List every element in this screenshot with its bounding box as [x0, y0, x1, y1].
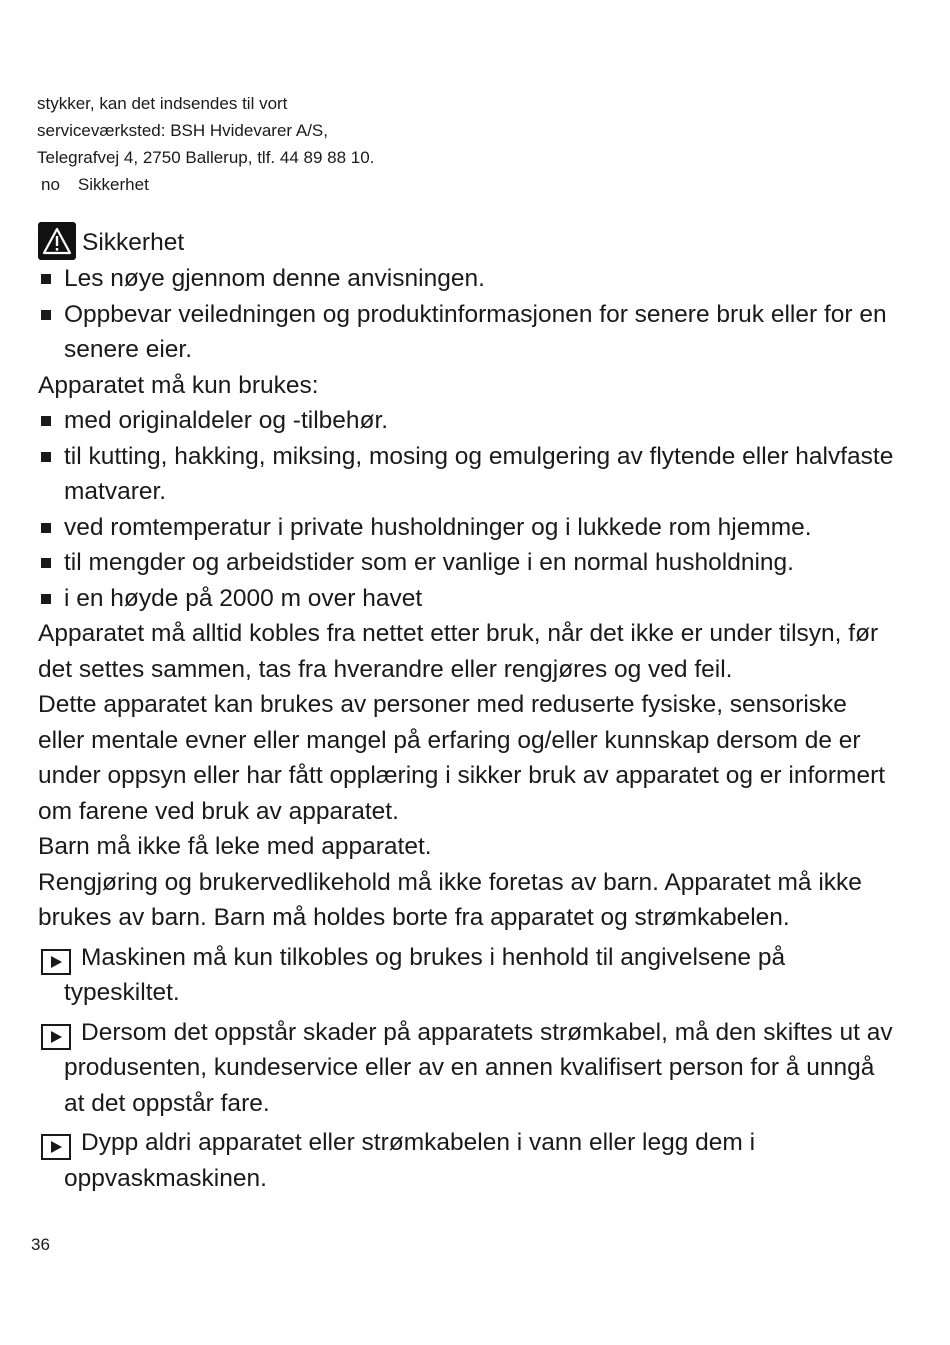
header-line: Telegrafvej 4, 2750 Ballerup, tlf. 44 89 88 10. [37, 148, 375, 167]
heading-title: Sikkerhet [82, 229, 185, 256]
instruction-step: Maskinen må kun tilkobles og brukes i henhold til angivelsene på typeskiltet. [38, 940, 898, 1011]
square-bullet-icon [41, 452, 51, 462]
instruction-step: Dersom det oppstår skader på apparatets strømkabel, må den skiftes ut av produsenten, kundeservice eller av en annen kvalifisert person for å unngå at det oppstår fare. [38, 1015, 898, 1122]
paragraph: Barn må ikke få leke med apparatet. [38, 833, 432, 860]
list-item: med originaldeler og -tilbehør. [38, 403, 898, 439]
paragraph: Apparatet må alltid kobles fra nettet etter bruk, når det ikke er under tilsyn, før det settes sammen, tas fra hverandre eller rengjøres og ved feil. [38, 620, 879, 683]
paragraph: Dette apparatet kan brukes av personer med reduserte fysiske, sensoriske eller mentale evner eller mangel på erfaring og/eller kunnskap dersom de er under oppsyn eller har fått opplæring i sikker bruk av apparatet og er informert om farene ved bruk av apparatet. [38, 691, 886, 825]
section-marker [37, 171, 374, 198]
page-header [37, 90, 374, 198]
list-item: i en høyde på 2000 m over havet [38, 581, 898, 617]
usage-intro: Apparatet må kun brukes: [38, 371, 319, 399]
square-bullet-icon [41, 523, 51, 533]
paragraph: Rengjøring og brukervedlikehold må ikke foretas av barn. Apparatet må ikke brukes av barn. Barn må holdes borte fra apparatet og strømkabelen. [38, 868, 862, 931]
section-name: Sikkerhet [77, 175, 149, 194]
play-arrow-icon [41, 1024, 71, 1050]
header-line: serviceværksted: BSH Hvidevarer A/S, [37, 121, 328, 140]
square-bullet-icon [41, 274, 51, 284]
warning-triangle-icon [38, 222, 76, 260]
list-item: til kutting, hakking, miksing, mosing og emulgering av flytende eller halvfaste matvarer. [38, 439, 898, 510]
list-item: Les nøye gjennom denne anvisningen. [38, 261, 898, 297]
square-bullet-icon [41, 310, 51, 320]
square-bullet-icon [41, 594, 51, 604]
square-bullet-icon [41, 558, 51, 568]
safety-content [38, 212, 898, 1196]
list-item: ved romtemperatur i private husholdninger og i lukkede rom hjemme. [38, 510, 898, 546]
header-line: stykker, kan det indsendes til vort [37, 94, 288, 113]
square-bullet-icon [41, 416, 51, 426]
list-item: Oppbevar veiledningen og produktinformasjonen for senere bruk eller for en senere eier. [38, 297, 898, 368]
page-number: 36 [31, 1235, 50, 1254]
list-item: til mengder og arbeidstider som er vanlige i en normal husholdning. [38, 545, 898, 581]
section-heading [38, 212, 898, 260]
play-arrow-icon [41, 949, 71, 975]
instruction-step: Dypp aldri apparatet eller strømkabelen i vann eller legg dem i oppvaskmaskinen. [38, 1125, 898, 1196]
play-arrow-icon [41, 1134, 71, 1160]
language-code: no [41, 175, 60, 194]
